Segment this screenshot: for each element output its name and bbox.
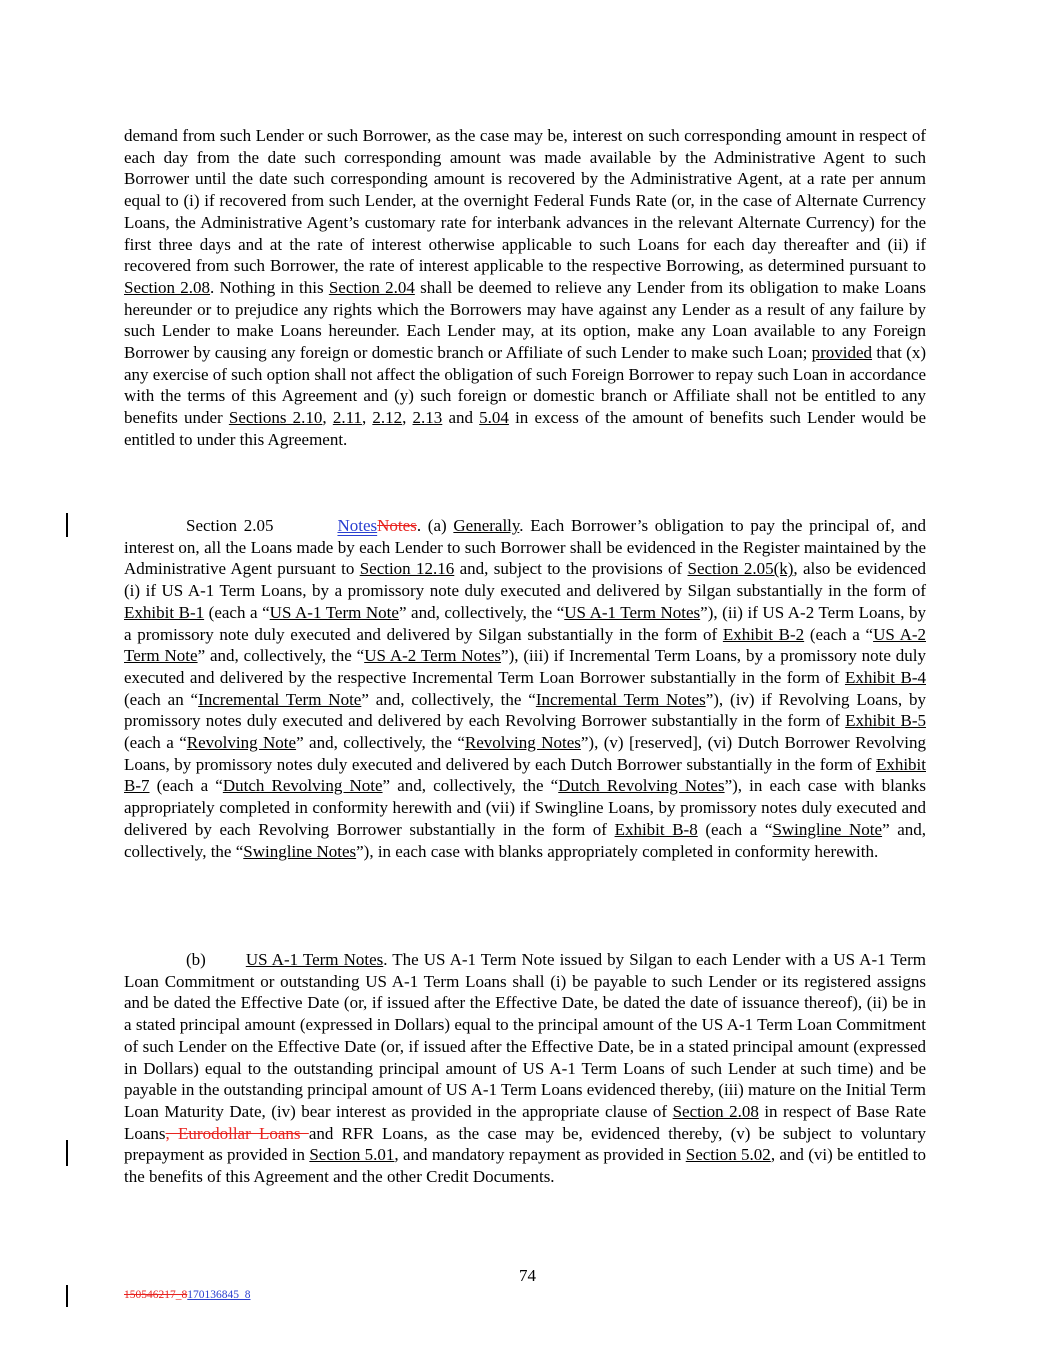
text: and, subject to the provisions of — [454, 559, 688, 579]
section-reference: Section 2.04 — [328, 277, 415, 297]
inserted-doc-id: 170136845_8 — [187, 1289, 251, 1301]
section-reference: Section 2.08 — [124, 277, 211, 297]
text: , — [322, 408, 333, 428]
text: . Each Borrower’s obligation to pay the principal of, and interest on, all the Loans made by each Lender to such Borrower shall be evidenced in the Register maintained by the Administrative Agent pursuant to — [124, 516, 926, 579]
change-bar — [66, 1140, 68, 1166]
text: ”), in each case with blanks appropriately completed in conformity herewith. — [356, 841, 879, 861]
section-reference: Section 2.08 — [672, 1101, 759, 1121]
text: ” and, collectively, the “ — [124, 819, 927, 861]
text: demand from such Lender or such Borrower, as the case may be, interest on such corresponding amount in respect of each day from the date such corresponding amount was made available by the Administrative Agent to such Borrower until the date such corresponding amount is recovered by the Administrative Agent, at a rate per annum equal to (i) if recovered from such Lender, at the overnight Federal Funds Rate (or, in the case of Alternate Currency Loans, the Administrative Agent’s customary rate for interbank advances in the relevant Alternate Currency) for the first three days and at the rate of interest otherwise applicable to such Loans for each day thereafter and (ii) if recovered from such Borrower, the rate of interest applicable to the respective Borrowing, as determined pursuant to — [124, 126, 926, 276]
clause-label: (b) — [186, 950, 206, 969]
exhibit-reference: Exhibit B-1 — [124, 602, 205, 622]
text: . Nothing in this — [210, 277, 329, 297]
text: ” and, collectively, the “ — [382, 776, 559, 796]
document-id-footer — [124, 1289, 251, 1301]
text: that (x) any exercise of such option shall not affect the obligation of such Foreign Borrower to repay such Loan in accordance with the terms of this Agreement and (y) such foreign or domestic branch or Affiliate shall not be entitled to any benefits under — [124, 343, 926, 428]
paragraph-section-2-05 — [124, 515, 926, 862]
section-reference: 2.13 — [412, 408, 443, 428]
section-label: Section 2.05 — [186, 516, 274, 535]
text: in excess of the amount of benefits such Lender would be entitled to under this Agreement. — [124, 408, 927, 449]
text: ”), (ii) if US A-2 Term Loans, by a promissory note duly executed and delivered by Silgan substantially in the form of — [124, 602, 926, 644]
text: ” and, collectively, the “ — [197, 646, 365, 666]
change-bar — [66, 513, 68, 537]
text: (each a “ — [204, 602, 270, 622]
defined-term: Swingline Notes — [243, 841, 357, 861]
text: (each a “ — [124, 733, 187, 753]
text: , and (vi) be entitled to the benefits of this Agreement and the other Credit Documents. — [124, 1145, 927, 1187]
text: (each a “ — [804, 624, 874, 644]
section-reference: 2.11 — [332, 408, 362, 428]
section-reference: Sections 2.10 — [228, 408, 323, 428]
text: . (a) — [416, 516, 454, 535]
defined-term: Revolving Notes — [464, 733, 581, 753]
text: ” and, collectively, the “ — [398, 602, 565, 622]
change-bar — [66, 1285, 68, 1307]
section-reference: Section 12.16 — [359, 559, 455, 579]
text: and RFR Loans, as the case may be, evidenced thereby, (v) be subject to voluntary prepayment as provided in — [124, 1123, 926, 1165]
provided-term: provided — [811, 343, 873, 363]
text: shall be deemed to relieve any Lender from its obligation to make Loans hereunder or to prejudice any rights which the Borrowers may have against any Lender as a result of any failure by such Lender to make Loans hereunder. Each Lender may, at its option, make any Loan available to any Foreign Borrower by causing any foreign or domestic branch or Affiliate of such Lender to make such Loan; — [124, 277, 927, 363]
text: ”), (iv) if Revolving Loans, by promissory notes duly executed and delivered by each Revolving Borrower substantially in the form of — [124, 689, 926, 731]
inserted-text: Notes — [337, 516, 378, 535]
defined-term: Swingline Note — [772, 819, 883, 839]
exhibit-reference: Exhibit B-2 — [722, 624, 805, 644]
text: , — [361, 408, 373, 428]
text: ” and, collectively, the “ — [296, 733, 465, 753]
exhibit-reference: Exhibit B-8 — [614, 819, 698, 839]
text: (each an “ — [124, 689, 199, 709]
text: ”), (v) [reserved], (vi) Dutch Borrower Revolving Loans, by promissory notes duly executed and delivered by each Dutch Borrower substantially in the form of — [124, 733, 926, 774]
page-number: 74 — [519, 1266, 536, 1285]
text: ”), in each case with blanks appropriately completed in conformity herewith and (vii) if Swingline Loans, by promissory notes duly executed and delivered by each Revolving Borrower substantially in the form of — [124, 776, 926, 839]
text: (each a “ — [697, 819, 773, 839]
defined-term: US A-1 Term Notes — [564, 602, 701, 622]
text: and — [442, 408, 480, 428]
text: in respect of Base Rate Loans — [124, 1101, 926, 1143]
text: ”), (iii) if Incremental Term Loans, by a promissory note duly executed and delivered by the respective Incremental Term Loan Borrower substantially in the form of — [124, 646, 926, 687]
text: , also be evidenced (i) if US A-1 Term Loans, by a promissory note duly executed and delivered by Silgan substantially in the form of — [124, 559, 926, 601]
defined-term: Dutch Revolving Note — [222, 776, 383, 796]
subheading: US A-1 Term Notes — [245, 950, 384, 969]
defined-term: US A-2 Term Note — [124, 624, 927, 666]
section-reference: Section 5.02 — [685, 1145, 771, 1165]
text: . The US A-1 Term Note issued by Silgan to each Lender with a US A-1 Term Loan Commitment or outstanding US A-1 Term Loans shall (i) be payable to such Lender or its registered assigns and be dated the Effective Date (or, if issued after the Effective Date, be dated the date of issuance thereof), (ii) be in a stated principal amount (expressed in Dollars) equal to the principal amount of the US A-1 Term Loan Commitment of such Lender on the Effective Date (or, if issued after the Effective Date, be in a stated principal amount (expressed in Dollars) equal to the outstanding principal amount of US A-1 Term Loans of such Lender at such time) and be payable in the outstanding principal amount of US A-1 Term Loans evidenced thereby, (iii) mature on the Initial Term Loan Maturity Date, (iv) bear interest as provided in the appropriate clause of — [124, 950, 926, 1121]
section-reference: Section 5.01 — [309, 1145, 395, 1165]
defined-term: Incremental Term Note — [198, 689, 362, 709]
section-reference: 5.04 — [479, 408, 509, 428]
section-reference: Section 2.05(k) — [687, 559, 794, 579]
text: , and mandatory repayment as provided in — [394, 1145, 686, 1165]
section-reference: 2.12 — [372, 408, 403, 428]
defined-term: Revolving Note — [186, 733, 297, 753]
text: , — [402, 408, 413, 428]
defined-term: Dutch Revolving Notes — [558, 776, 725, 796]
defined-term: Incremental Term Notes — [535, 689, 706, 709]
paragraph-us-a1-term-notes — [124, 949, 926, 1188]
subheading: Generally — [453, 516, 520, 535]
exhibit-reference: Exhibit B-4 — [844, 667, 926, 687]
defined-term: US A-2 Term Notes — [364, 646, 502, 666]
text: (each a “ — [149, 776, 223, 796]
defined-term: US A-1 Term Note — [269, 602, 399, 622]
deleted-doc-id: 150546217_8 — [124, 1289, 188, 1301]
deleted-text: Notes — [377, 516, 417, 535]
exhibit-reference: Exhibit B-5 — [845, 711, 926, 731]
text: ” and, collectively, the “ — [361, 689, 536, 709]
deleted-text: , Eurodollar Loans — [165, 1123, 309, 1143]
exhibit-reference: Exhibit B-7 — [124, 754, 926, 796]
paragraph-interest-on-amounts — [124, 125, 926, 451]
